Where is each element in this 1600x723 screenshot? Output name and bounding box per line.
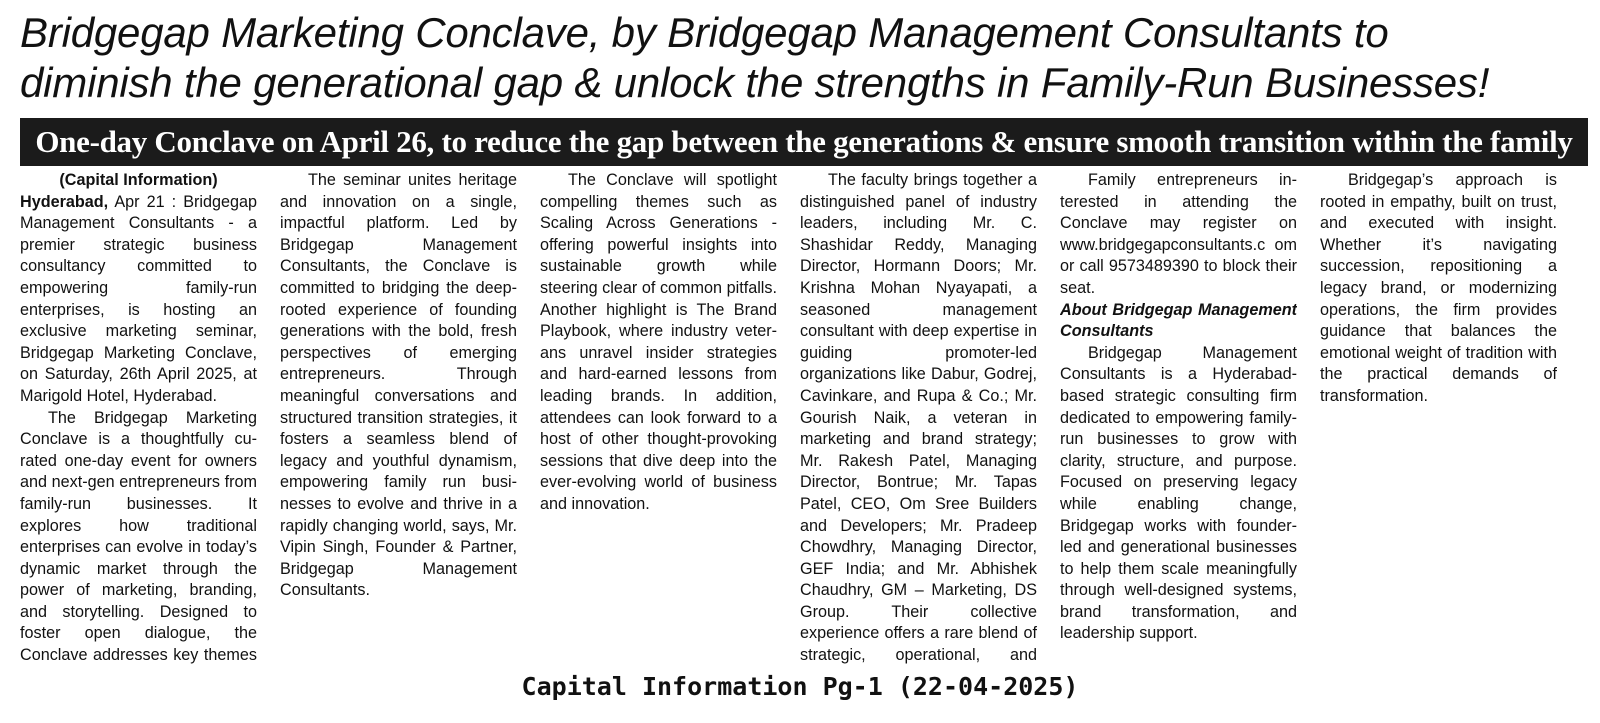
paragraph-7: Bridgegap Management Consultants is a Hyderabad-based strategic consulting firm dedicated to empowering family-run businesses to grow with clarity, structure, and purpose. Focused on preserving legacy while enabling change, Bridgegap works with founder-led and generational businesses to help them scale meaningfully through well-designed systems, brand transformation, and leadership support. xyxy=(1060,343,1297,643)
paragraph-2: The Bridgegap Marketing Conclave is a thoughtfully curated one-day event for owners and next-gen entrepreneurs from family-run businesses. It explores how traditional enterprises can evolve in today’s dynamic market through the power of marketing, branding, and storytelling. Designed to foster open dialogue, the Conclave addresses key themes xyxy=(20,408,257,665)
paragraph-5: The faculty brings together a distinguished panel of industry leaders, including Mr. C. Shashidar Reddy, Managing Director, Hormann Doors; Mr. Krishna Mohan Nyayapati, a seasoned management consultant with deep expertise in guiding promoter-led organizations like Dabur, Godrej, Cavinkare, and Rupa & Co.; Mr. Gourish Naik, a veteran in marketing and brand strategy; Mr. Rakesh Patel, Managing Director, Bontrue; Mr. Tapas Patel, CEO, Om Sree Builders and Developers; Mr. Pradeep Chowdhry, Managing Director, GEF India; and Mr. Abhishek Chaudhry, GM – Marketing, DS Group. Their collective experience offers a rare blend of strategic, operational, and xyxy=(800,171,1037,665)
paragraph-8: Bridgegap’s approach is rooted in empathy, built on trust, and executed with insight. Whether it’s navigating succession, repositioning a legacy brand, or modernizing operations, the firm provides guidance that balances the emotional weight of tradition with the practical demands of transformation. xyxy=(1320,171,1557,405)
headline xyxy=(20,8,1590,108)
lead-paragraph: Hyderabad, Apr 21 : Bridgegap Management Consultants - a premier strategic business consultancy committed to empowering family-run enterprises, is hosting an exclusive marketing seminar, Bridgegap Marketing Conclave, on Saturday, 26th April 2025, at Marigold Hotel, Hyderabad. xyxy=(20,192,257,405)
paragraph-4: The Conclave will spotlight compelling themes such as Scaling Across Generations -offering powerful insights into sustainable growth while steering clear of common pitfalls. Another highlight is The Brand Playbook, where industry veterans unravel insider strategies and hard-earned lessons from leading brands. In addition, attendees can look forward to a host of other thought-provoking sessions that dive deep into the ever-evolving world of business and innovation. xyxy=(540,171,777,513)
article-column-4 xyxy=(800,170,1037,665)
source-credit: (Capital Information) xyxy=(59,171,218,189)
article-body xyxy=(20,170,1590,665)
headline-line-2: diminish the generational gap & unlock the strengths in Family-Run Businesses! xyxy=(20,59,1490,106)
sub-headline-banner: One-day Conclave on April 26, to reduce the gap between the generations & ensure smooth transition within the family xyxy=(20,118,1588,166)
article-column-1 xyxy=(20,170,257,665)
article-column-2 xyxy=(280,170,517,665)
headline-line-1: Bridgegap Marketing Conclave, by Bridgegap Management Consultants to xyxy=(20,9,1389,56)
article-column-6 xyxy=(1320,170,1557,665)
paragraph-6: Family entrepreneurs interested in attending the Conclave may register on www.bridgegapconsultants.c om or call 9573489390 to block their seat. xyxy=(1060,171,1297,297)
dateline: Hyderabad, xyxy=(20,192,109,211)
page-footer: Capital Information Pg-1 (22-04-2025) xyxy=(521,672,1079,701)
article-column-5 xyxy=(1060,170,1297,665)
article-column-3 xyxy=(540,170,777,665)
paragraph-3: The seminar unites heritage and innovation on a single, impactful platform. Led by Bridgegap Management Consultants, the Conclave is committed to bridging the deep-rooted experience of founding generations with the bold, fresh perspectives of emerging entrepreneurs. Through meaningful conversations and structured transition strategies, it fosters a seamless blend of legacy and youthful dynamism, empowering family run businesses to evolve and thrive in a rapidly changing world, says, Mr. Vipin Singh, Founder & Partner, Bridgegap Management Consultants. xyxy=(280,171,517,600)
about-heading: About Bridgegap Management Consultants xyxy=(1060,300,1297,341)
